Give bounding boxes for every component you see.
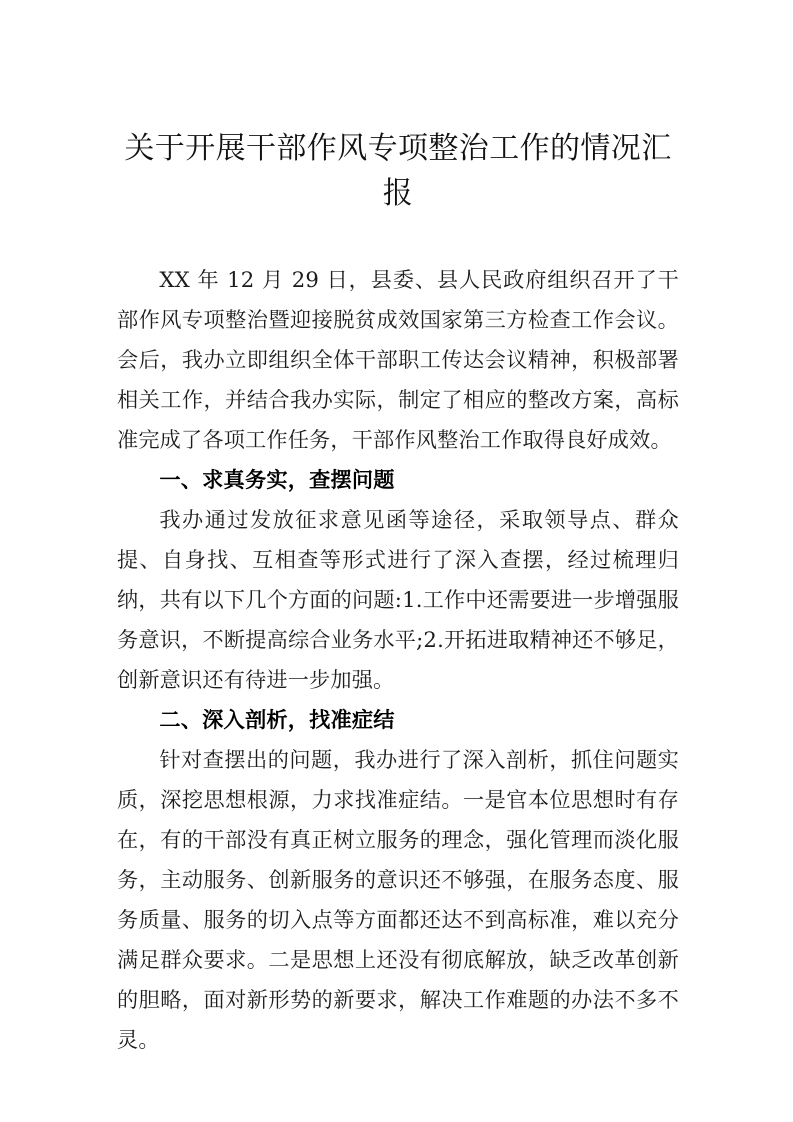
document-content-column bbox=[117, 126, 679, 1060]
section-one-paragraph: 我办通过发放征求意见函等途径，采取领导点、群众提、自身找、互相查等形式进行了深入查摆，经过梳理归纳，共有以下几个方面的问题:1.工作中还需要进一步增强服务意识，不断提高综合业务水平;2.开拓进取精神还不够足，创新意识还有待进一步加强。 bbox=[117, 507, 679, 692]
page-title: 关于开展干部作风专项整治工作的情况汇报 bbox=[124, 131, 672, 211]
section-two-paragraph: 针对查摆出的问题，我办进行了深入剖析，抓住问题实质，深挖思想根源，力求找准症结。一是官本位思想时有存在，有的干部没有真正树立服务的理念，强化管理而淡化服务，主动服务、创新服务的意识还不够强，在服务态度、服务质量、服务的切入点等方面都还达不到高标准，难以充分满足群众要求。二是思想上还没有彻底解放，缺乏改革创新的胆略，面对新形势的新要求，解决工作难题的办法不多不灵。 bbox=[117, 747, 679, 1052]
intro-paragraph: XX 年 12 月 29 日，县委、县人民政府组织召开了干部作风专项整治暨迎接脱贫成效国家第三方检查工作会议。会后，我办立即组织全体干部职工传达会议精神，积极部署相关工作，并结合我办实际，制定了相应的整改方案，高标准完成了各项工作任务，干部作风整治工作取得良好成效。 bbox=[117, 267, 679, 452]
section-heading-one: 一、求真务实，查摆问题 bbox=[159, 467, 395, 492]
section-heading-two: 二、深入剖析，找准症结 bbox=[159, 707, 395, 732]
title-spacer bbox=[117, 216, 679, 260]
